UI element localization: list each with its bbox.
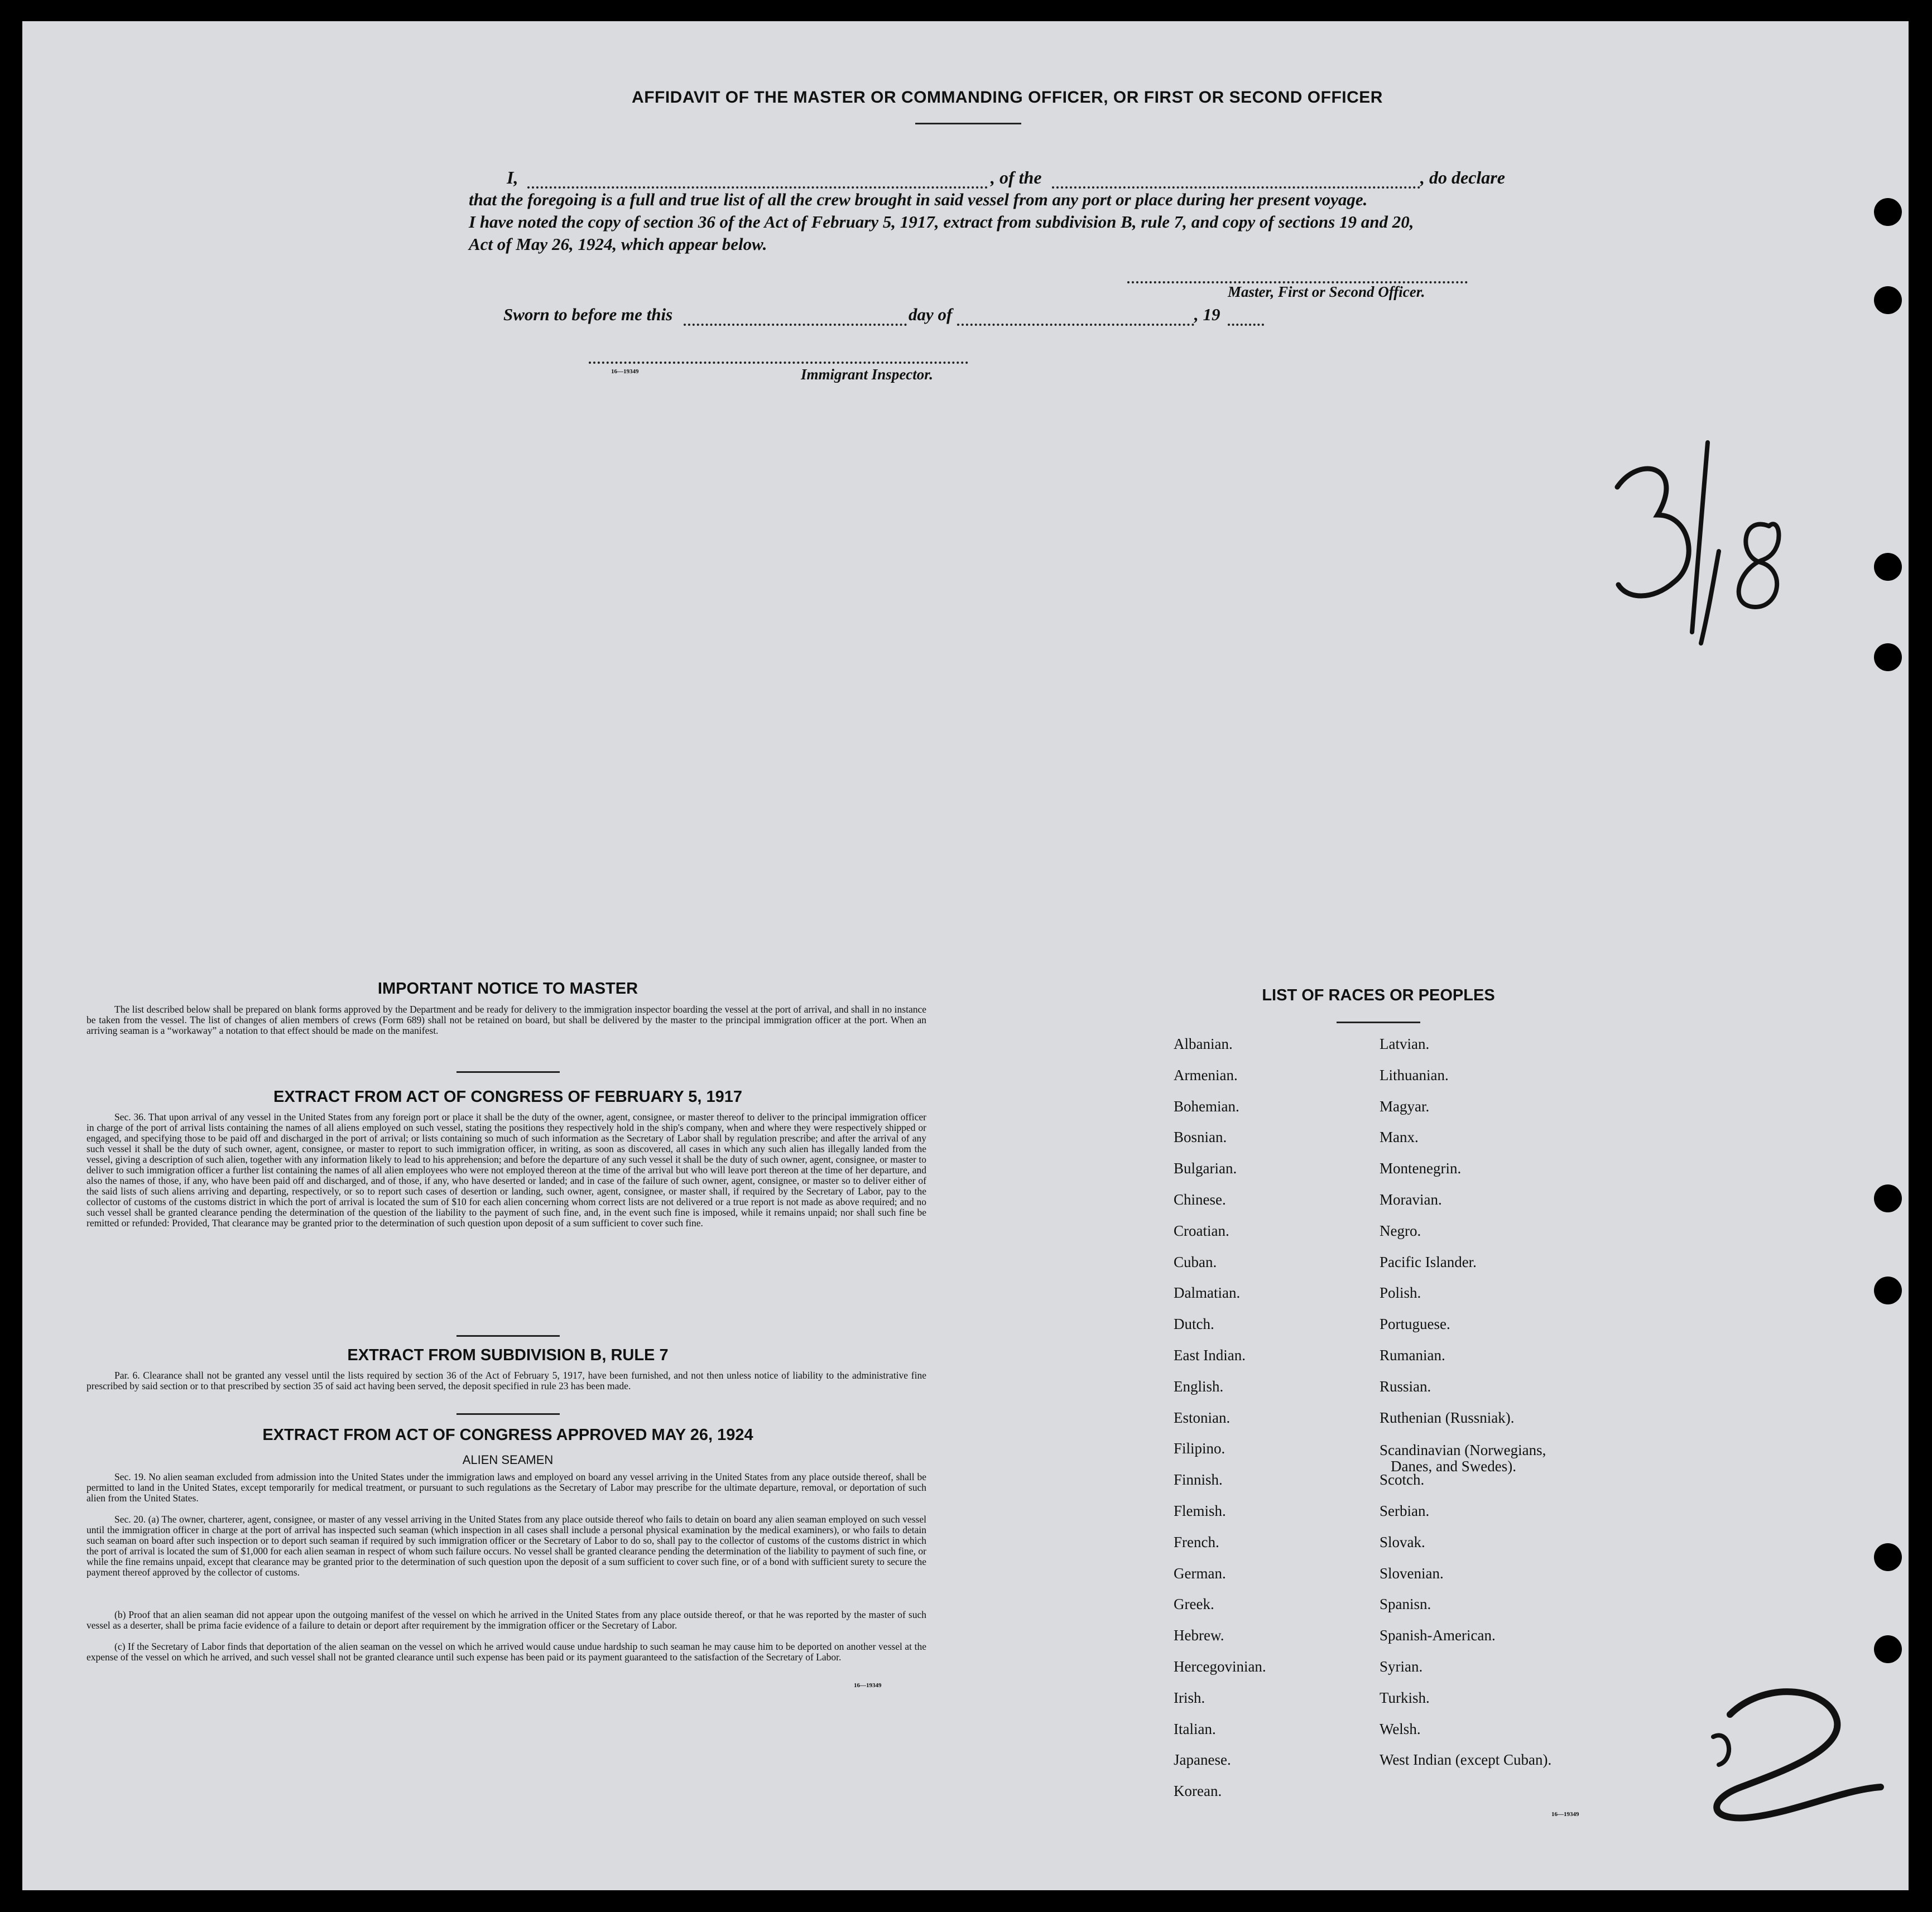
race-item: Filipino. — [1174, 1440, 1225, 1457]
affidavit-line-3: I have noted the copy of section 36 of the Act of February 5, 1917, extract from subdivision B, rule 7, and copy of sections 19 and 20, — [469, 212, 1414, 232]
race-item: Korean. — [1174, 1783, 1222, 1800]
race-item: Bulgarian. — [1174, 1160, 1237, 1177]
title-underline — [915, 123, 1021, 124]
race-item: East Indian. — [1174, 1347, 1246, 1364]
race-item: Welsh. — [1380, 1720, 1421, 1737]
race-item: Spanish-American. — [1380, 1627, 1496, 1644]
extract-1917-title: EXTRACT FROM ACT OF CONGRESS OF FEBRUARY 5, 1917 — [273, 1088, 743, 1106]
race-item: Magyar. — [1380, 1097, 1430, 1115]
binder-hole — [1874, 1635, 1902, 1663]
race-item: Cuban. — [1174, 1253, 1217, 1270]
subdivision-b-divider — [456, 1413, 560, 1415]
handwritten-page-number — [1696, 1675, 1897, 1826]
affidavit-do-declare: , do declare — [1420, 167, 1505, 187]
race-item: Spanisn. — [1380, 1596, 1431, 1613]
race-item: Lithuanian. — [1380, 1066, 1449, 1083]
binder-hole — [1874, 198, 1902, 226]
race-item: Ruthenian (Russniak). — [1380, 1409, 1515, 1426]
binder-hole — [1874, 286, 1902, 314]
race-item: Dutch. — [1174, 1316, 1214, 1333]
binder-hole — [1874, 1277, 1902, 1304]
races-divider — [1337, 1022, 1420, 1023]
binder-hole — [1874, 1184, 1902, 1212]
race-item: Croatian. — [1174, 1222, 1229, 1239]
race-item: Pacific Islander. — [1380, 1253, 1477, 1270]
race-item: Bosnian. — [1174, 1129, 1227, 1146]
affidavit-line-4: Act of May 26, 1924, which appear below. — [469, 234, 767, 254]
extract-1924-subtitle: ALIEN SEAMEN — [462, 1453, 554, 1467]
race-item: Scandinavian (Norwegians, — [1380, 1442, 1546, 1459]
vessel-blank — [1052, 186, 1420, 189]
affidavit-title: AFFIDAVIT OF THE MASTER OR COMMANDING OFFICER, OR FIRST OR SECOND OFFICER — [632, 88, 1383, 107]
race-item: Chinese. — [1174, 1191, 1226, 1208]
race-item: French. — [1174, 1533, 1219, 1550]
extract-1917-text: Sec. 36. That upon arrival of any vessel in the United States from any foreign port or place it shall be the duty of the owner, agent, consignee, or master thereof to deliver to the principal immigration officer in charge of the port of arrival lists containing the names of all aliens employed on such vessel, stating the positions they respectively hold in the ship's company, when and where they were respectively shipped or engaged, and specifying those to be paid off and discharged in the port of arrival; or lists containing so much of such information as the Secretary of Labor shall by regulation prescribe; and after the arrival of any such vessel it shall be the duty of such owner, agent, consignee, or master to report to such immigration officer, in writing, as soon as discovered, all cases in which any such alien has illegally landed from the vessel, giving a description of such alien, together with any information likely to lead to his apprehension; and before the departure of any such vessel it shall be the duty of such owner, agent, consignee, or master to deliver to such immigration officer a further list containing the names of all alien employees who were not employed thereon at the time of the arrival but who will leave port thereon at the time of her departure, and also the names of those, if any, who have been paid off and discharged, and of those, if any, who have deserted or landed; and in case of the failure of such owner, agent, consignee, or master so to deliver either of the said lists of such aliens arriving and departing, respectively, or so to report such cases of desertion or landing, such owner, agent, consignee, or master shall, if required by the Secretary of Labor, pay to the collector of customs of the customs district in which the port of arrival is located the sum of $10 for each alien concerning whom correct lists are not delivered or a true report is not made as above required; and no such vessel shall be granted clearance pending the determination of the question of the liability to the payment of such fine, and, in the event such fine is imposed, while it remains unpaid; nor shall such fine be remitted or refunded: Provided, That clearance may be granted prior to the determination of such question upon deposit of a sum sufficient to cover such fine. — [86, 1111, 926, 1229]
race-item: Finnish. — [1174, 1471, 1223, 1489]
race-item: Greek. — [1174, 1596, 1214, 1613]
race-item: Italian. — [1174, 1720, 1216, 1737]
extract-1924-sec19: Sec. 19. No alien seaman excluded from admission into the United States under the immigration laws and employed on board any vessel arriving in the United States from any place outside thereof, shall be permitted to land in the United States, except temporarily for medical treatment, or pursuant to such regulations as the Secretary of Labor may prescribe for the ultimate departure, removal, or deportation of such alien from the United States. — [86, 1471, 926, 1504]
master-signature-label: Master, First or Second Officer. — [1228, 283, 1425, 300]
sworn-day-blank — [684, 324, 907, 326]
race-item: Moravian. — [1380, 1191, 1442, 1208]
race-item: Hercegovinian. — [1174, 1658, 1266, 1675]
extract-1924-sec20c: (c) If the Secretary of Labor finds that deportation of the alien seaman on the vessel on which he arrived would cause undue hardship to such seaman he may cause him to be deported on another vessel at the expense of the vessel on which he arrived, and such vessel shall not be granted clearance until such expense has been paid or its payment guaranteed to the satisfaction of the Secretary of Labor. — [86, 1641, 926, 1663]
sworn-month-blank — [957, 324, 1194, 326]
race-item: Slovenian. — [1380, 1564, 1444, 1582]
race-item: Negro. — [1380, 1222, 1421, 1239]
race-item: Flemish. — [1174, 1502, 1226, 1519]
race-item: Estonian. — [1174, 1409, 1231, 1426]
race-item: Serbian. — [1380, 1502, 1430, 1519]
race-item: West Indian (except Cuban). — [1380, 1751, 1552, 1769]
binder-hole — [1874, 553, 1902, 581]
race-item: Scotch. — [1380, 1471, 1425, 1489]
race-item: Russian. — [1380, 1378, 1431, 1395]
race-item: Latvian. — [1380, 1036, 1430, 1052]
race-item: Manx. — [1380, 1129, 1419, 1146]
extract-1924-title: EXTRACT FROM ACT OF CONGRESS APPROVED MAY 26, 1924 — [262, 1426, 753, 1444]
race-item: Montenegrin. — [1380, 1160, 1462, 1177]
name-blank — [527, 186, 988, 189]
sworn-year-blank — [1228, 324, 1264, 326]
extract-1924-sec20a: Sec. 20. (a) The owner, charterer, agent, consignee, or master of any vessel arriving in the United States from any place outside thereof who fails to detain on board any alien seaman employed on such vessel until the immigration officer in charge at the port of arrival has inspected such seaman (which inspection in all cases shall include a personal physical examination by the medical examiners), or who fails to detain such seaman on board after such inspection or to deport such seaman if required by such immigration officer or the Secretary of Labor to do so, shall pay to the collector of customs of the customs district in which the port of arrival is located the sum of $1,000 for each alien seaman in respect of whom such failure occurs. No vessel shall be granted clearance pending the determination of the liability to payment of such fine, or while the fine remains unpaid, except that clearance may be granted prior to the determination of such question upon the deposit of a sum sufficient to cover such fine, or of a bond with sufficient surety to secure the payment thereof approved by the collector of customs. — [86, 1514, 926, 1578]
year-label: , 19 — [1194, 305, 1220, 324]
handwritten-fraction — [1602, 420, 1791, 654]
race-item: Portuguese. — [1380, 1316, 1450, 1333]
extract-1917-divider — [456, 1335, 560, 1337]
inspector-signature-line — [589, 362, 968, 364]
race-item: Slovak. — [1380, 1533, 1425, 1550]
affidavit-form-number: 16—19349 — [611, 368, 639, 375]
race-item: German. — [1174, 1564, 1226, 1582]
race-item: Armenian. — [1174, 1066, 1238, 1083]
race-item: Danes, and Swedes). — [1391, 1458, 1516, 1475]
binder-hole — [1874, 643, 1902, 671]
race-item: Bohemian. — [1174, 1097, 1239, 1115]
subdivision-b-text: Par. 6. Clearance shall not be granted any vessel until the lists required by section 36 of the Act of February 5, 1917, have been furnished, and not then unless notice of liability to the administrative fine prescribed by said section or to that prescribed by section 35 of said act having been served, the deposit specified in rule 23 has been made. — [86, 1370, 926, 1391]
notice-title: IMPORTANT NOTICE TO MASTER — [377, 980, 638, 998]
race-item: Dalmatian. — [1174, 1284, 1241, 1302]
extract-1924-form-number: 16—19349 — [854, 1682, 882, 1689]
extract-1924-sec20b: (b) Proof that an alien seaman did not appear upon the outgoing manifest of the vessel on which he arrived in the United States from any place outside thereof, or that he was reported by the master of such vessel as a deserter, shall be prima facie evidence of a failure to detain or deport after requirement by the immigration officer or the Secretary of Labor. — [86, 1609, 926, 1631]
races-title: LIST OF RACES OR PEOPLES — [1262, 986, 1495, 1004]
notice-text: The list described below shall be prepared on blank forms approved by the Department and be ready for delivery to the immigration inspector boarding the vessel at the port of arrival, and shall in no instance be taken from the vessel. The list of changes of alien members of crews (Form 689) shall not be retained on board, but shall be delivered by the master to the principal immigration officer at the port. When an arriving seaman is a “workaway” a notation to that effect should be made on the manifest. — [86, 1004, 926, 1036]
race-item: Syrian. — [1380, 1658, 1423, 1675]
sworn-label: Sworn to before me this — [503, 305, 673, 324]
form-sheet — [22, 21, 1909, 1890]
notice-divider — [456, 1071, 560, 1073]
races-form-number: 16—19349 — [1551, 1811, 1579, 1818]
day-of-label: day of — [909, 305, 953, 324]
binder-hole — [1874, 1543, 1902, 1571]
race-item: Japanese. — [1174, 1751, 1231, 1769]
race-item: Irish. — [1174, 1689, 1205, 1706]
race-item: Rumanian. — [1380, 1347, 1445, 1364]
race-item: Polish. — [1380, 1284, 1421, 1302]
race-item: English. — [1174, 1378, 1224, 1395]
race-item: Turkish. — [1380, 1689, 1430, 1706]
race-item: Albanian. — [1174, 1036, 1233, 1052]
subdivision-b-title: EXTRACT FROM SUBDIVISION B, RULE 7 — [347, 1346, 669, 1364]
affidavit-i: I, — [507, 167, 518, 187]
affidavit-of-the: , of the — [991, 167, 1042, 187]
race-item: Hebrew. — [1174, 1627, 1224, 1644]
affidavit-line-2: that the foregoing is a full and true list of all the crew brought in said vessel from any port or place during her present voyage. — [469, 190, 1368, 209]
inspector-label: Immigrant Inspector. — [801, 366, 934, 383]
